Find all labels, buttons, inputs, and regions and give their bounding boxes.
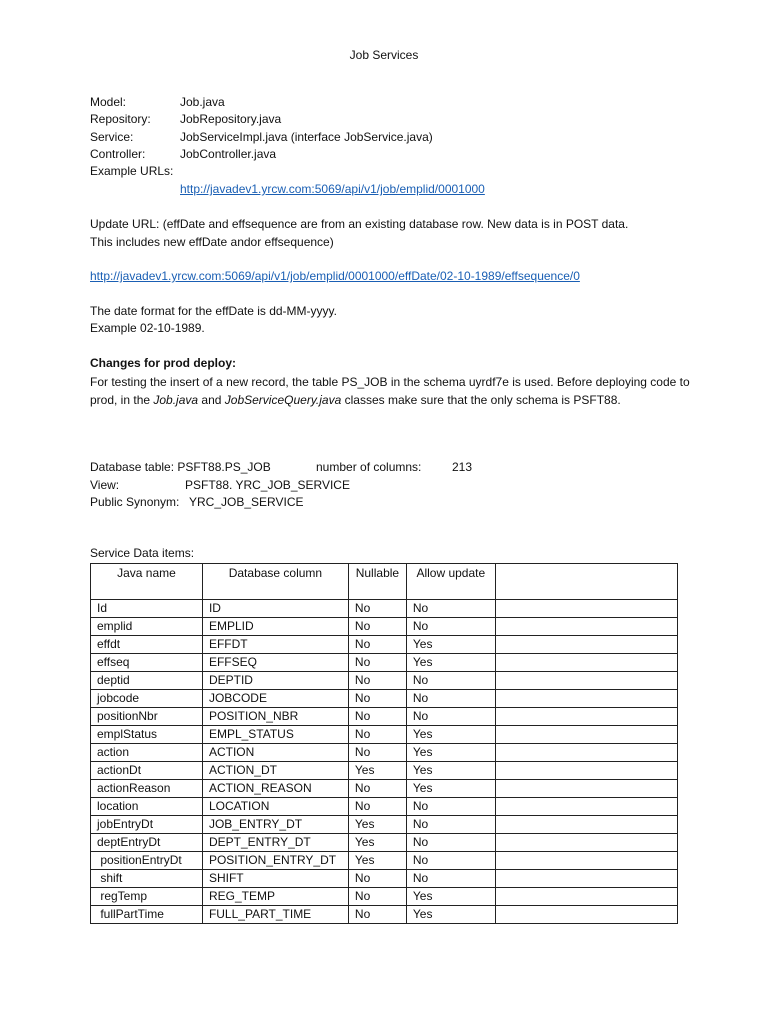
cell-java-name: deptEntryDt: [91, 834, 203, 852]
cell-blank: [495, 888, 677, 906]
cell-nullable: Yes: [348, 816, 406, 834]
cell-java-name: emplStatus: [91, 726, 203, 744]
cell-nullable: No: [348, 672, 406, 690]
prod-deploy-heading: Changes for prod deploy:: [90, 356, 237, 370]
cell-nullable: No: [348, 870, 406, 888]
cell-blank: [495, 834, 677, 852]
cell-nullable: No: [348, 906, 406, 924]
table-row: [91, 672, 678, 690]
table-row: [91, 834, 678, 852]
cell-nullable: No: [348, 654, 406, 672]
table-row: [91, 798, 678, 816]
table-row: [91, 888, 678, 906]
cell-nullable: Yes: [348, 834, 406, 852]
cell-java-name: fullPartTime: [91, 906, 203, 924]
table-row: [91, 600, 678, 618]
cell-blank: [495, 672, 677, 690]
synonym-label: Public Synonym:: [90, 495, 180, 509]
table-row: [91, 870, 678, 888]
cell-java-name: deptid: [91, 672, 203, 690]
prod-deploy-paragraph: [90, 373, 690, 409]
cell-nullable: No: [348, 618, 406, 636]
cell-java-name: jobcode: [91, 690, 203, 708]
cell-java-name: positionEntryDt: [91, 852, 203, 870]
cell-nullable: Yes: [348, 762, 406, 780]
cell-java-name: location: [91, 798, 203, 816]
cell-blank: [495, 708, 677, 726]
meta-label-service: Service:: [90, 130, 134, 144]
cell-database-column: ACTION_REASON: [202, 780, 348, 798]
cell-database-column: REG_TEMP: [202, 888, 348, 906]
meta-label-repository: Repository:: [90, 112, 151, 126]
cell-database-column: DEPT_ENTRY_DT: [202, 834, 348, 852]
cell-database-column: FULL_PART_TIME: [202, 906, 348, 924]
num-columns-value: 213: [452, 460, 473, 474]
cell-java-name: regTemp: [91, 888, 203, 906]
cell-nullable: No: [348, 708, 406, 726]
db-table-label: Database table: PSFT88.PS_JOB: [90, 460, 271, 474]
meta-label-example-urls: Example URLs:: [90, 164, 174, 178]
synonym-value: YRC_JOB_SERVICE: [189, 495, 304, 509]
cell-database-column: ID: [202, 600, 348, 618]
cell-java-name: actionReason: [91, 780, 203, 798]
cell-blank: [495, 870, 677, 888]
cell-allow-update: Yes: [406, 906, 495, 924]
date-format-example: Example 02-10-1989.: [90, 321, 205, 335]
cell-allow-update: Yes: [406, 762, 495, 780]
cell-blank: [495, 798, 677, 816]
date-format-text: The date format for the effDate is dd-MM-yyyy.: [90, 304, 337, 318]
cell-blank: [495, 600, 677, 618]
table-row: [91, 780, 678, 798]
cell-blank: [495, 618, 677, 636]
prod-italic-jobservicequery-java: JobServiceQuery.java: [224, 393, 342, 407]
cell-database-column: DEPTID: [202, 672, 348, 690]
meta-value-model: Job.java: [180, 95, 225, 109]
cell-nullable: No: [348, 798, 406, 816]
header-nullable: Nullable: [348, 564, 406, 600]
cell-database-column: POSITION_NBR: [202, 708, 348, 726]
num-columns-label: number of columns:: [316, 460, 422, 474]
cell-java-name: jobEntryDt: [91, 816, 203, 834]
cell-blank: [495, 762, 677, 780]
table-row: [91, 618, 678, 636]
cell-java-name: actionDt: [91, 762, 203, 780]
cell-blank: [495, 690, 677, 708]
cell-nullable: No: [348, 726, 406, 744]
cell-java-name: effseq: [91, 654, 203, 672]
prod-italic-job-java: Job.java: [153, 393, 199, 407]
table-row: [91, 816, 678, 834]
cell-database-column: JOB_ENTRY_DT: [202, 816, 348, 834]
table-row: [91, 906, 678, 924]
cell-allow-update: Yes: [406, 726, 495, 744]
cell-allow-update: No: [406, 852, 495, 870]
header-allow-update: Allow update: [406, 564, 495, 600]
cell-java-name: Id: [91, 600, 203, 618]
cell-blank: [495, 816, 677, 834]
cell-blank: [495, 726, 677, 744]
cell-allow-update: No: [406, 870, 495, 888]
update-url-description-2: This includes new effDate andor effsequence): [90, 235, 334, 249]
cell-allow-update: No: [406, 816, 495, 834]
cell-allow-update: Yes: [406, 636, 495, 654]
cell-blank: [495, 906, 677, 924]
cell-allow-update: No: [406, 618, 495, 636]
cell-nullable: No: [348, 636, 406, 654]
update-url-description-1: Update URL: (effDate and effsequence are from an existing database row. New data is in POST data.: [90, 217, 629, 231]
cell-java-name: action: [91, 744, 203, 762]
table-row: [91, 726, 678, 744]
cell-allow-update: No: [406, 672, 495, 690]
table-row: [91, 690, 678, 708]
cell-allow-update: No: [406, 708, 495, 726]
header-java-name: Java name: [91, 564, 203, 600]
meta-label-model: Model:: [90, 95, 127, 109]
cell-database-column: SHIFT: [202, 870, 348, 888]
cell-nullable: No: [348, 600, 406, 618]
header-database-column: Database column: [202, 564, 348, 600]
table-row: [91, 654, 678, 672]
cell-database-column: EFFSEQ: [202, 654, 348, 672]
cell-allow-update: Yes: [406, 780, 495, 798]
cell-allow-update: Yes: [406, 744, 495, 762]
cell-blank: [495, 744, 677, 762]
cell-nullable: No: [348, 744, 406, 762]
table-row: [91, 852, 678, 870]
cell-database-column: ACTION: [202, 744, 348, 762]
cell-database-column: EMPL_STATUS: [202, 726, 348, 744]
service-items-label: Service Data items:: [90, 546, 195, 560]
meta-value-service: JobServiceImpl.java (interface JobService.java): [180, 130, 433, 144]
table-row: [91, 708, 678, 726]
cell-allow-update: Yes: [406, 654, 495, 672]
table-header-row: [91, 564, 678, 600]
cell-java-name: positionNbr: [91, 708, 203, 726]
cell-database-column: LOCATION: [202, 798, 348, 816]
cell-database-column: EMPLID: [202, 618, 348, 636]
table-body: [91, 600, 678, 924]
view-label: View:: [90, 478, 120, 492]
cell-nullable: No: [348, 780, 406, 798]
cell-java-name: effdt: [91, 636, 203, 654]
meta-value-controller: JobController.java: [180, 147, 277, 161]
cell-java-name: shift: [91, 870, 203, 888]
cell-allow-update: No: [406, 600, 495, 618]
cell-allow-update: No: [406, 690, 495, 708]
view-value: PSFT88. YRC_JOB_SERVICE: [185, 478, 350, 492]
cell-allow-update: No: [406, 834, 495, 852]
cell-nullable: No: [348, 690, 406, 708]
cell-database-column: POSITION_ENTRY_DT: [202, 852, 348, 870]
cell-nullable: No: [348, 888, 406, 906]
update-url-link[interactable]: http://javadev1.yrcw.com:5069/api/v1/job/emplid/0001000/effDate/02-10-1989/effsequence/0: [90, 269, 580, 283]
table-row: [91, 744, 678, 762]
prod-text-1: For testing the insert of a new record, the table PS_JOB in the schema uyrdf7e is used. Before deploying code to prod, in the: [90, 375, 690, 407]
cell-blank: [495, 654, 677, 672]
cell-database-column: JOBCODE: [202, 690, 348, 708]
header-blank: [495, 564, 677, 600]
table-row: [91, 762, 678, 780]
cell-java-name: emplid: [91, 618, 203, 636]
cell-blank: [495, 852, 677, 870]
cell-allow-update: No: [406, 798, 495, 816]
cell-allow-update: Yes: [406, 888, 495, 906]
meta-label-controller: Controller:: [90, 147, 146, 161]
table-row: [91, 636, 678, 654]
prod-text-3: classes make sure that the only schema is PSFT88.: [341, 393, 621, 407]
prod-text-2: and: [198, 393, 225, 407]
cell-database-column: EFFDT: [202, 636, 348, 654]
page-title: Job Services: [349, 48, 419, 62]
cell-blank: [495, 636, 677, 654]
example-url-link[interactable]: http://javadev1.yrcw.com:5069/api/v1/job/emplid/0001000: [180, 182, 485, 196]
cell-database-column: ACTION_DT: [202, 762, 348, 780]
cell-nullable: Yes: [348, 852, 406, 870]
cell-blank: [495, 780, 677, 798]
service-data-table: [90, 563, 678, 924]
meta-value-repository: JobRepository.java: [180, 112, 282, 126]
